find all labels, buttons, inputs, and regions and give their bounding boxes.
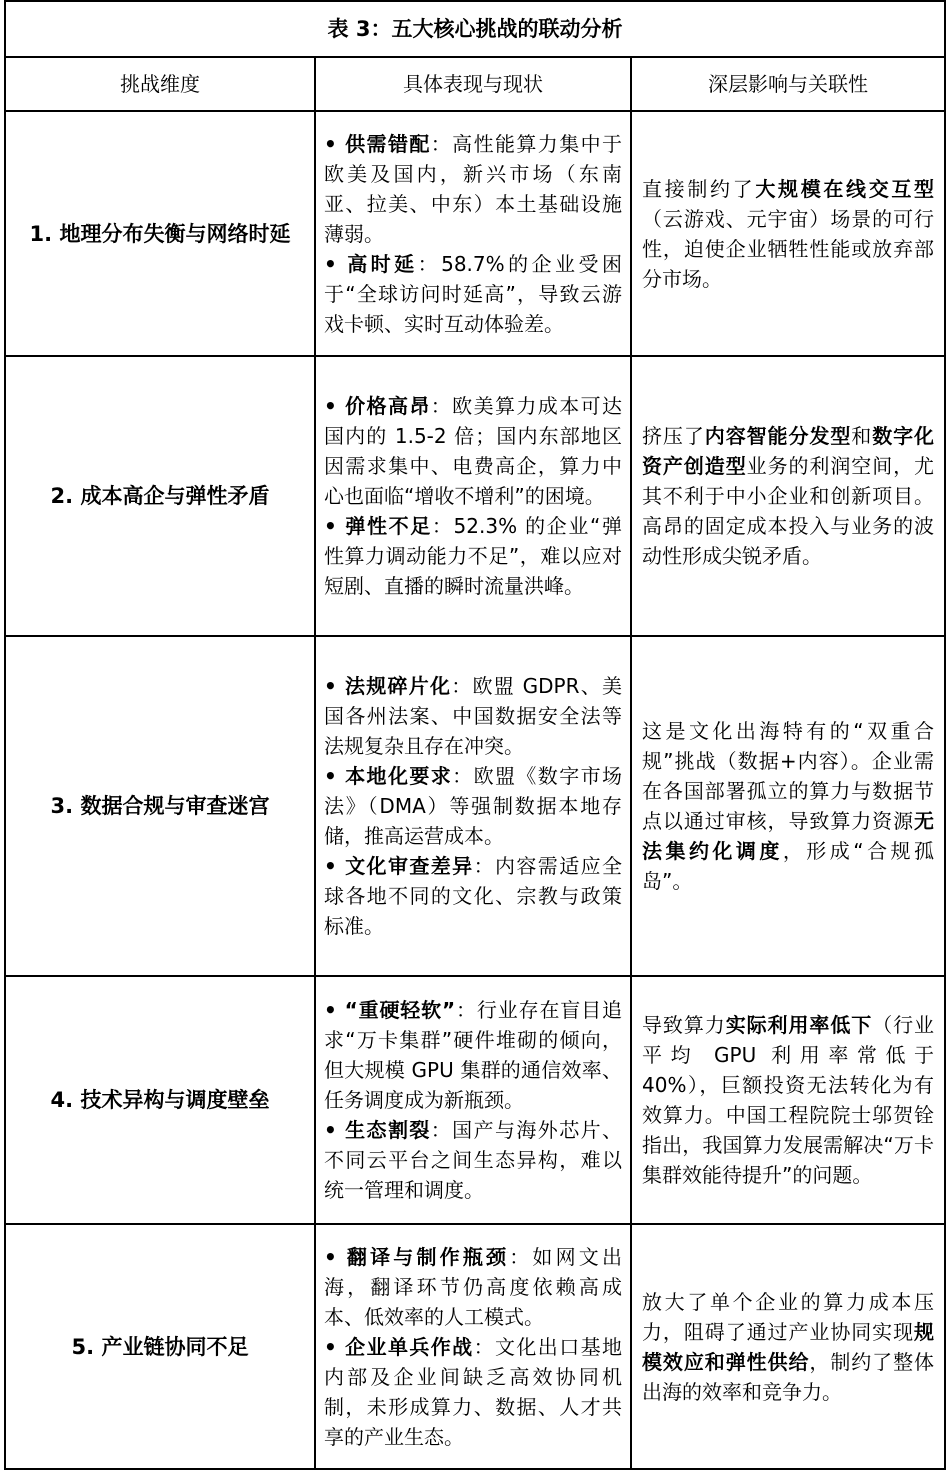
details-cell xyxy=(315,1224,631,1469)
column-header-details: 具体表现与现状 xyxy=(315,57,631,111)
detail-item: • 本地化要求：欧盟《数字市场法》（DMA）等强制数据本地存储，推高运营成本。 xyxy=(324,764,622,848)
detail-item: • 弹性不足：52.3% 的企业“弹性算力调动能力不足”，难以应对短剧、直播的瞬时流量洪峰。 xyxy=(324,514,622,598)
dimension-cell: 1. 地理分布失衡与网络时延 xyxy=(5,111,315,356)
details-cell xyxy=(315,356,631,636)
detail-item: • 生态割裂：国产与海外芯片、不同云平台之间生态异构，难以统一管理和调度。 xyxy=(324,1118,622,1202)
table-row xyxy=(5,356,945,636)
impact-cell: 直接制约了大规模在线交互型（云游戏、元宇宙）场景的可行性，迫使企业牺牲性能或放弃部分市场。 xyxy=(631,111,945,356)
detail-item: • 法规碎片化：欧盟 GDPR、美国各州法案、中国数据安全法等法规复杂且存在冲突。 xyxy=(324,674,622,758)
impact-cell: 放大了单个企业的算力成本压力，阻碍了通过产业协同实现规模效应和弹性供给，制约了整体出海的效率和竞争力。 xyxy=(631,1224,945,1469)
detail-item: • 企业单兵作战：文化出口基地内部及企业间缺乏高效协同机制，未形成算力、数据、人才共享的产业生态。 xyxy=(324,1334,623,1449)
detail-item: • 供需错配：高性能算力集中于欧美及国内，新兴市场（东南亚、拉美、中东）本土基础设施薄弱。 xyxy=(324,131,622,246)
dimension-cell: 2. 成本高企与弹性矛盾 xyxy=(5,356,315,636)
table-row xyxy=(5,976,945,1224)
table-title: 表 3：五大核心挑战的联动分析 xyxy=(5,1,945,57)
table-row xyxy=(5,1224,945,1469)
impact-cell: 导致算力实际利用率低下（行业平均 GPU 利用率常低于 40%），巨额投资无法转化为有效算力。中国工程院院士邬贺铨指出，我国算力发展需解决“万卡集群效能待提升”的问题。 xyxy=(631,976,945,1224)
impact-cell: 这是文化出海特有的“双重合规”挑战（数据+内容）。企业需在各国部署孤立的算力与数据节点以通过审核，导致算力资源无法集约化调度，形成“合规孤岛”。 xyxy=(631,636,945,976)
details-cell xyxy=(315,636,631,976)
detail-item: • “重硬轻软”：行业存在盲目追求“万卡集群”硬件堆砌的倾向，但大规模 GPU 集群的通信效率、任务调度成为新瓶颈。 xyxy=(324,998,623,1112)
detail-item: • 翻译与制作瓶颈：如网文出海，翻译环节仍高度依赖高成本、低效率的人工模式。 xyxy=(324,1244,622,1329)
dimension-cell: 3. 数据合规与审查迷宫 xyxy=(5,636,315,976)
column-header-impact: 深层影响与关联性 xyxy=(631,57,945,111)
impact-cell: 挤压了内容智能分发型和数字化资产创造型业务的利润空间，尤其不利于中小企业和创新项目。高昂的固定成本投入与业务的波动性形成尖锐矛盾。 xyxy=(631,356,945,636)
table-row xyxy=(5,636,945,976)
details-cell xyxy=(315,111,631,356)
detail-item: • 高时延：58.7%的企业受困于“全球访问时延高”，导致云游戏卡顿、实时互动体验差。 xyxy=(324,251,622,336)
dimension-cell: 5. 产业链协同不足 xyxy=(5,1224,315,1469)
details-cell xyxy=(315,976,631,1224)
dimension-cell: 4. 技术异构与调度壁垒 xyxy=(5,976,315,1224)
column-header-dimension: 挑战维度 xyxy=(5,57,315,111)
challenges-table xyxy=(4,0,946,1470)
detail-item: • 文化审查差异：内容需适应全球各地不同的文化、宗教与政策标准。 xyxy=(324,854,623,938)
detail-item: • 价格高昂：欧美算力成本可达国内的 1.5-2 倍；国内东部地区因需求集中、电费高企，算力中心也面临“增收不增利”的困境。 xyxy=(324,394,622,508)
table-row xyxy=(5,111,945,356)
